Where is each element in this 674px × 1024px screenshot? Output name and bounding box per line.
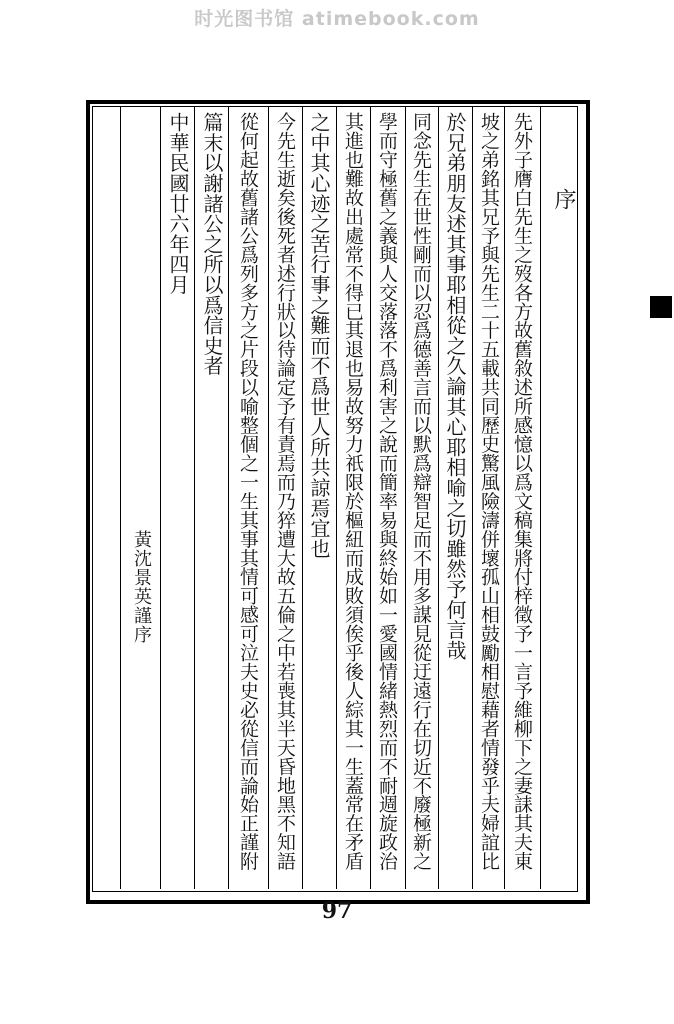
column-rule	[120, 107, 121, 889]
text-column: 坡之弟銘其兄予與先生二十五載共同歷史驚風險濤併壞孤山相鼓勵相慰藉者情發乎夫婦誼比	[478, 112, 500, 871]
column-rule	[405, 107, 406, 889]
column-rule	[336, 107, 337, 889]
text-column: 於兄弟朋友述其事耶相從之久論其心耶相喻之切雖然予何言哉	[443, 112, 467, 661]
column-rule	[228, 107, 229, 889]
text-column: 之中其心迹之苦行事之難而不爲世人所共諒焉宜也	[307, 112, 331, 559]
date-column: 中華民國廿六年四月	[166, 112, 190, 295]
page-border-inner	[92, 106, 578, 892]
column-rule	[268, 107, 269, 889]
page-number: 97	[321, 898, 353, 924]
signature: 黃沈景英謹序	[131, 530, 152, 644]
text-column: 從何起故舊諸公爲列多方之片段以喻整個之一生其事其情可感可泣夫史必從信而論始正謹附	[237, 112, 259, 871]
column-rule	[540, 107, 541, 889]
column-rule	[438, 107, 439, 889]
column-rule	[370, 107, 371, 889]
column-rule	[194, 107, 195, 889]
text-column: 先外子膺白先生之歿各方故舊敘述所感憶以爲文稿集將付梓徵予一言予維柳下之妻誄其夫東	[511, 112, 533, 871]
column-rule	[472, 107, 473, 889]
column-rule	[504, 107, 505, 889]
preface-heading: 序	[551, 188, 576, 214]
column-rule	[302, 107, 303, 889]
text-column: 其進也難故出處常不得已其退也易故努力祇限於樞紐而成敗須俟乎後人綜其一生蓋常在矛盾	[342, 112, 364, 871]
text-column: 同念先生在世性剛而以忍爲德善言而以默爲辯智足而不用多謀見從迂遠行在切近不廢極新之	[410, 112, 432, 871]
text-column: 今先生逝矣後死者述行狀以待論定予有責焉而乃猝遭大故五倫之中若喪其半天昏地黑不知語	[274, 112, 296, 871]
text-column: 學而守極舊之義與人交落落不爲利害之說而簡率易與終始如一愛國情緒熱烈而不耐週旋政治	[376, 112, 398, 871]
binding-mark	[650, 296, 672, 318]
watermark: 时光图书馆 atimebook.com	[194, 8, 480, 30]
column-rule	[160, 107, 161, 889]
text-column: 篇末以謝諸公之所以爲信史者	[200, 112, 224, 376]
